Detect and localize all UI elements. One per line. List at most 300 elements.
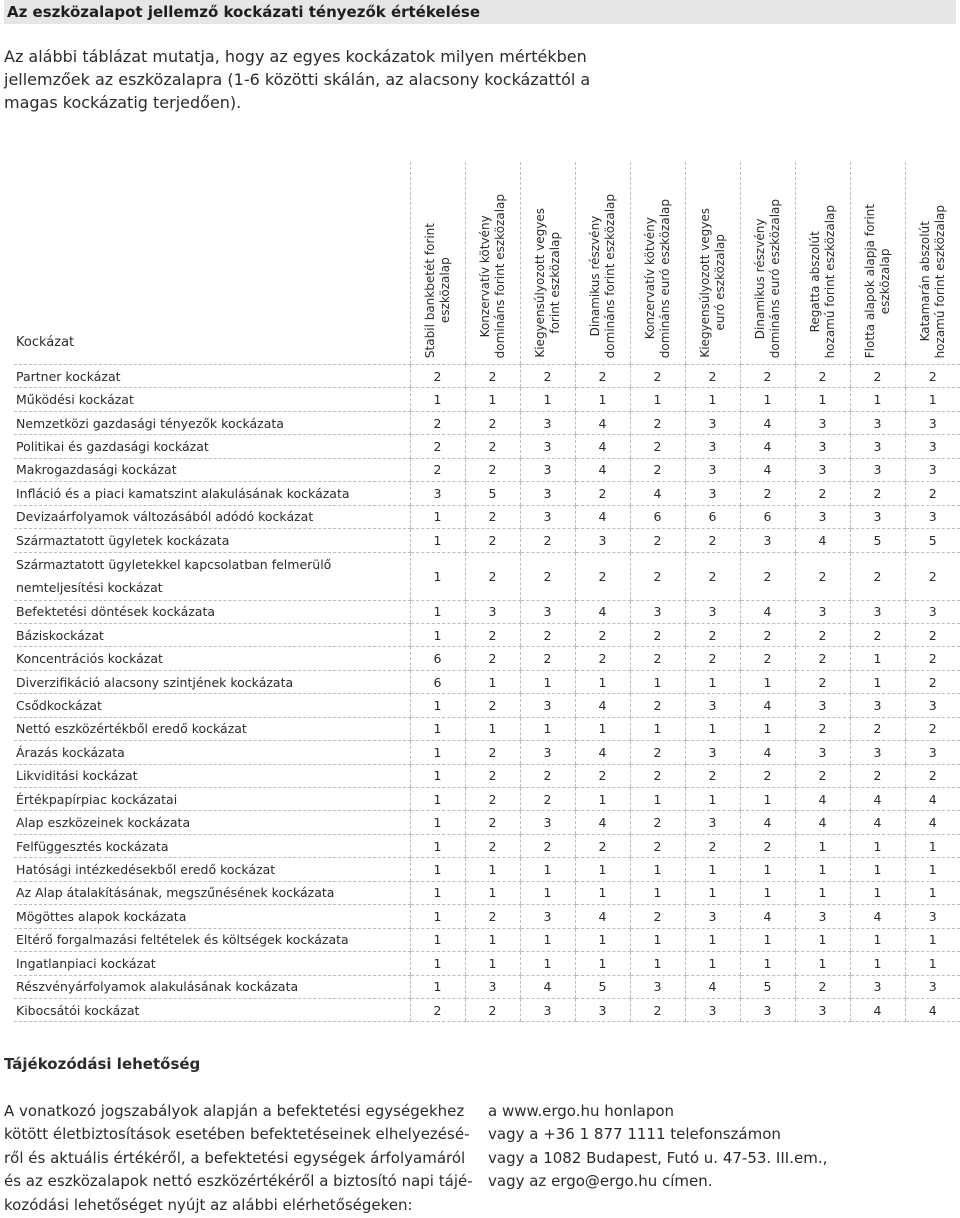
fund-column-header-line: Dinamikus részvény bbox=[587, 215, 602, 337]
risk-score: 1 bbox=[850, 858, 905, 881]
fund-column-header-line: Konzervatív kötvény bbox=[642, 217, 657, 340]
risk-score: 1 bbox=[630, 388, 685, 411]
risk-score: 1 bbox=[630, 928, 685, 951]
risk-name bbox=[14, 411, 410, 434]
risk-name-line: nemteljesítési kockázat bbox=[16, 580, 163, 595]
risk-score: 1 bbox=[740, 788, 795, 811]
risk-score: 3 bbox=[465, 975, 520, 998]
risk-score: 1 bbox=[410, 905, 465, 928]
risk-score: 2 bbox=[905, 623, 960, 646]
risk-score: 1 bbox=[410, 952, 465, 975]
fund-column-header-line: hozamú forint eszközalap bbox=[932, 204, 947, 358]
fund-column-header-text bbox=[918, 205, 948, 358]
risk-score: 5 bbox=[575, 975, 630, 998]
risk-score: 1 bbox=[630, 881, 685, 904]
risk-score: 3 bbox=[520, 600, 575, 623]
risk-score: 1 bbox=[410, 600, 465, 623]
table-row bbox=[14, 458, 960, 481]
risk-score: 4 bbox=[575, 811, 630, 834]
table-row bbox=[14, 717, 960, 740]
risk-score: 2 bbox=[465, 623, 520, 646]
risk-score: 2 bbox=[630, 365, 685, 388]
risk-score: 2 bbox=[685, 764, 740, 787]
risk-name-line: Kibocsátói kockázat bbox=[16, 1002, 140, 1018]
risk-score: 2 bbox=[520, 647, 575, 670]
risk-score: 2 bbox=[465, 552, 520, 600]
risk-score: 1 bbox=[410, 741, 465, 764]
fund-column-header-line: domináns forint eszközalap bbox=[492, 193, 507, 358]
risk-score: 3 bbox=[520, 811, 575, 834]
risk-score: 2 bbox=[630, 529, 685, 552]
risk-score: 4 bbox=[850, 811, 905, 834]
risk-score: 2 bbox=[465, 647, 520, 670]
risk-score: 2 bbox=[465, 741, 520, 764]
risk-score: 2 bbox=[520, 529, 575, 552]
risk-score: 1 bbox=[465, 717, 520, 740]
fund-column-header-line: Flotta alapok alapja forint bbox=[862, 203, 877, 358]
risk-name-line: Árazás kockázata bbox=[16, 744, 125, 760]
risk-score: 2 bbox=[630, 458, 685, 481]
risk-score: 6 bbox=[410, 647, 465, 670]
info-line: A vonatkozó jogszabályok alapján a befektetési egységekhez bbox=[4, 1102, 465, 1120]
fund-column-header-line: Kiegyensúlyozott vegyes bbox=[697, 208, 712, 358]
risk-score: 2 bbox=[685, 365, 740, 388]
risk-score: 2 bbox=[465, 694, 520, 717]
risk-score: 1 bbox=[685, 858, 740, 881]
fund-column-header bbox=[630, 162, 685, 365]
risk-score: 2 bbox=[850, 552, 905, 600]
risk-score: 4 bbox=[740, 741, 795, 764]
risk-score: 4 bbox=[575, 458, 630, 481]
risk-score: 2 bbox=[465, 411, 520, 434]
risk-score: 4 bbox=[740, 435, 795, 458]
risk-score: 3 bbox=[520, 905, 575, 928]
risk-score: 2 bbox=[795, 365, 850, 388]
risk-score: 2 bbox=[850, 623, 905, 646]
risk-score: 2 bbox=[465, 505, 520, 528]
table-row bbox=[14, 529, 960, 552]
fund-column-header bbox=[850, 162, 905, 365]
risk-score: 3 bbox=[905, 600, 960, 623]
risk-score: 1 bbox=[905, 928, 960, 951]
risk-name-line: Hatósági intézkedésekből eredő kockázat bbox=[16, 862, 276, 878]
risk-score: 2 bbox=[465, 998, 520, 1021]
risk-score: 1 bbox=[520, 388, 575, 411]
risk-score: 2 bbox=[630, 811, 685, 834]
risk-name bbox=[14, 458, 410, 481]
risk-score: 4 bbox=[575, 505, 630, 528]
risk-score: 1 bbox=[575, 858, 630, 881]
risk-score: 2 bbox=[465, 811, 520, 834]
table-body bbox=[14, 365, 960, 1022]
risk-score: 1 bbox=[410, 694, 465, 717]
risk-score: 1 bbox=[850, 928, 905, 951]
table-row bbox=[14, 975, 960, 998]
risk-score: 6 bbox=[630, 505, 685, 528]
info-line: vagy a +36 1 877 1111 telefonszámon bbox=[488, 1125, 781, 1144]
risk-score: 4 bbox=[905, 998, 960, 1021]
risk-score: 3 bbox=[905, 458, 960, 481]
risk-score: 1 bbox=[520, 928, 575, 951]
risk-score: 2 bbox=[905, 717, 960, 740]
risk-score: 2 bbox=[410, 365, 465, 388]
fund-column-header-line: hozamú forint eszközalap bbox=[822, 204, 837, 358]
risk-score: 2 bbox=[575, 647, 630, 670]
risk-name bbox=[14, 670, 410, 693]
risk-name-line: Eltérő forgalmazási feltételek és költségek kockázata bbox=[16, 932, 349, 948]
risk-score: 3 bbox=[685, 482, 740, 505]
risk-name bbox=[14, 788, 410, 811]
risk-name bbox=[14, 952, 410, 975]
info-line: ről és aktuális értékéről, a befektetési egységek árfolyamáról bbox=[4, 1148, 466, 1167]
info-line: vagy a 1082 Budapest, Futó u. 47-53. III.em., bbox=[488, 1148, 828, 1167]
risk-name-line: Származtatott ügyletekkel kapcsolatban felmerülő bbox=[16, 557, 332, 572]
risk-score: 1 bbox=[905, 858, 960, 881]
fund-column-header-line: Stabil bankbetét forint bbox=[422, 222, 437, 358]
risk-score: 1 bbox=[575, 717, 630, 740]
risk-name bbox=[14, 834, 410, 857]
risk-score: 2 bbox=[520, 788, 575, 811]
fund-column-header-line: domináns forint eszközalap bbox=[602, 193, 617, 358]
risk-score: 3 bbox=[685, 905, 740, 928]
risk-score: 2 bbox=[850, 717, 905, 740]
risk-score: 2 bbox=[520, 834, 575, 857]
table-row bbox=[14, 952, 960, 975]
risk-score: 3 bbox=[685, 998, 740, 1021]
risk-score: 1 bbox=[685, 881, 740, 904]
risk-score: 1 bbox=[685, 670, 740, 693]
info-section-title: Tájékozódási lehetőség bbox=[4, 1055, 201, 1073]
risk-score: 3 bbox=[630, 975, 685, 998]
risk-score: 1 bbox=[740, 858, 795, 881]
risk-score: 5 bbox=[905, 529, 960, 552]
risk-score: 3 bbox=[740, 998, 795, 1021]
risk-score: 1 bbox=[410, 764, 465, 787]
risk-score: 1 bbox=[575, 881, 630, 904]
risk-score: 2 bbox=[630, 694, 685, 717]
risk-score: 2 bbox=[575, 482, 630, 505]
table-row bbox=[14, 741, 960, 764]
fund-column-header-text bbox=[478, 194, 508, 358]
info-left-paragraph bbox=[4, 1100, 474, 1217]
table-row bbox=[14, 998, 960, 1021]
risk-score: 3 bbox=[685, 694, 740, 717]
fund-column-header bbox=[410, 162, 465, 365]
risk-score: 2 bbox=[465, 834, 520, 857]
risk-score: 4 bbox=[575, 905, 630, 928]
risk-score: 2 bbox=[850, 482, 905, 505]
risk-score: 1 bbox=[740, 670, 795, 693]
risk-score: 3 bbox=[850, 411, 905, 434]
risk-name bbox=[14, 858, 410, 881]
risk-score: 3 bbox=[685, 600, 740, 623]
risk-score: 4 bbox=[575, 411, 630, 434]
risk-name bbox=[14, 881, 410, 904]
risk-score: 2 bbox=[905, 764, 960, 787]
risk-score: 1 bbox=[520, 717, 575, 740]
risk-score: 4 bbox=[740, 600, 795, 623]
risk-score: 3 bbox=[685, 435, 740, 458]
table-row bbox=[14, 788, 960, 811]
table-row bbox=[14, 505, 960, 528]
risk-name bbox=[14, 741, 410, 764]
risk-score: 1 bbox=[465, 388, 520, 411]
table-row bbox=[14, 388, 960, 411]
risk-score: 2 bbox=[905, 552, 960, 600]
table-row bbox=[14, 552, 960, 600]
risk-score: 2 bbox=[630, 834, 685, 857]
risk-score: 3 bbox=[850, 505, 905, 528]
fund-column-header bbox=[685, 162, 740, 365]
risk-score: 1 bbox=[630, 670, 685, 693]
risk-score: 3 bbox=[520, 741, 575, 764]
risk-score: 2 bbox=[575, 365, 630, 388]
risk-score: 2 bbox=[520, 764, 575, 787]
risk-name bbox=[14, 928, 410, 951]
risk-score: 4 bbox=[795, 788, 850, 811]
risk-score: 3 bbox=[575, 998, 630, 1021]
risk-score: 4 bbox=[630, 482, 685, 505]
risk-score: 1 bbox=[685, 952, 740, 975]
risk-score: 1 bbox=[795, 881, 850, 904]
risk-score: 2 bbox=[740, 623, 795, 646]
fund-column-header bbox=[520, 162, 575, 365]
risk-score: 1 bbox=[520, 858, 575, 881]
risk-score: 1 bbox=[410, 552, 465, 600]
risk-score: 1 bbox=[850, 834, 905, 857]
risk-score: 3 bbox=[795, 741, 850, 764]
risk-score: 3 bbox=[685, 458, 740, 481]
fund-column-header-line: Konzervatív kötvény bbox=[477, 214, 492, 337]
risk-score: 3 bbox=[905, 411, 960, 434]
risk-score: 1 bbox=[410, 811, 465, 834]
risk-score: 2 bbox=[795, 647, 850, 670]
risk-score: 3 bbox=[905, 505, 960, 528]
table-row bbox=[14, 411, 960, 434]
risk-name bbox=[14, 505, 410, 528]
risk-score: 2 bbox=[465, 458, 520, 481]
risk-name bbox=[14, 975, 410, 998]
risk-score: 3 bbox=[795, 411, 850, 434]
risk-score: 2 bbox=[630, 764, 685, 787]
risk-score: 3 bbox=[795, 505, 850, 528]
fund-column-header-text bbox=[863, 204, 893, 358]
risk-score: 2 bbox=[905, 365, 960, 388]
risk-score: 2 bbox=[410, 435, 465, 458]
risk-score: 2 bbox=[465, 905, 520, 928]
risk-score: 2 bbox=[465, 365, 520, 388]
risk-score: 2 bbox=[630, 435, 685, 458]
risk-score: 2 bbox=[575, 552, 630, 600]
risk-name bbox=[14, 694, 410, 717]
risk-score: 3 bbox=[795, 600, 850, 623]
fund-column-header-line: eszközalap bbox=[877, 248, 892, 314]
risk-score: 2 bbox=[795, 717, 850, 740]
risk-score: 2 bbox=[795, 975, 850, 998]
risk-score: 4 bbox=[740, 905, 795, 928]
risk-score: 2 bbox=[465, 435, 520, 458]
risk-score: 1 bbox=[465, 928, 520, 951]
risk-score: 1 bbox=[465, 881, 520, 904]
risk-score: 1 bbox=[520, 881, 575, 904]
risk-score: 1 bbox=[795, 858, 850, 881]
risk-score: 1 bbox=[410, 881, 465, 904]
risk-score: 5 bbox=[465, 482, 520, 505]
risk-column-header: Kockázat bbox=[14, 162, 410, 365]
risk-score: 6 bbox=[685, 505, 740, 528]
table-row bbox=[14, 905, 960, 928]
risk-name-line: Befektetési döntések kockázata bbox=[16, 604, 216, 620]
risk-score: 5 bbox=[850, 529, 905, 552]
risk-score: 2 bbox=[630, 998, 685, 1021]
risk-table bbox=[14, 162, 960, 1022]
risk-name-line: Felfüggesztés kockázata bbox=[16, 838, 169, 854]
risk-score: 2 bbox=[520, 365, 575, 388]
risk-score: 2 bbox=[850, 764, 905, 787]
risk-score: 1 bbox=[850, 388, 905, 411]
risk-score: 1 bbox=[740, 717, 795, 740]
risk-score: 2 bbox=[410, 998, 465, 1021]
risk-score: 6 bbox=[410, 670, 465, 693]
risk-score: 1 bbox=[740, 928, 795, 951]
risk-score: 2 bbox=[630, 411, 685, 434]
risk-score: 2 bbox=[740, 647, 795, 670]
info-line: vagy az ergo@ergo.hu címen. bbox=[488, 1172, 713, 1191]
risk-score: 2 bbox=[685, 647, 740, 670]
risk-score: 2 bbox=[795, 623, 850, 646]
fund-column-header bbox=[795, 162, 850, 365]
table-row bbox=[14, 834, 960, 857]
risk-name bbox=[14, 764, 410, 787]
fund-column-header bbox=[905, 162, 960, 365]
risk-score: 2 bbox=[740, 552, 795, 600]
risk-score: 2 bbox=[685, 623, 740, 646]
risk-score: 1 bbox=[465, 858, 520, 881]
risk-name-line: Devizaárfolyamok változásából adódó kockázat bbox=[16, 509, 314, 525]
info-line: kötött életbiztosítások esetében befektetéseinek elhelyezésé- bbox=[4, 1125, 470, 1144]
fund-column-header-text bbox=[643, 199, 673, 358]
risk-score: 2 bbox=[410, 411, 465, 434]
risk-score: 5 bbox=[740, 975, 795, 998]
risk-name bbox=[14, 905, 410, 928]
fund-column-header bbox=[575, 162, 630, 365]
risk-score: 4 bbox=[575, 694, 630, 717]
risk-score: 3 bbox=[630, 600, 685, 623]
risk-name-line: Az Alap átalakításának, megszűnésének kockázata bbox=[16, 885, 335, 901]
fund-column-header-line: domináns euró eszközalap bbox=[767, 198, 782, 358]
risk-score: 1 bbox=[905, 388, 960, 411]
risk-score: 2 bbox=[685, 529, 740, 552]
risk-score: 1 bbox=[795, 928, 850, 951]
risk-score: 3 bbox=[520, 694, 575, 717]
risk-score: 1 bbox=[795, 952, 850, 975]
risk-score: 1 bbox=[630, 788, 685, 811]
table-row bbox=[14, 623, 960, 646]
risk-score: 1 bbox=[410, 388, 465, 411]
risk-score: 2 bbox=[520, 623, 575, 646]
risk-score: 2 bbox=[465, 788, 520, 811]
risk-score: 1 bbox=[685, 788, 740, 811]
risk-name-line: Koncentrációs kockázat bbox=[16, 651, 163, 667]
fund-column-header-line: Dinamikus részvény bbox=[752, 218, 767, 339]
risk-score: 3 bbox=[905, 694, 960, 717]
risk-score: 1 bbox=[410, 788, 465, 811]
risk-score: 3 bbox=[575, 529, 630, 552]
risk-score: 4 bbox=[520, 975, 575, 998]
risk-score: 4 bbox=[575, 600, 630, 623]
risk-score: 4 bbox=[740, 411, 795, 434]
fund-column-header-line: Regatta abszolút bbox=[807, 230, 822, 332]
risk-score: 3 bbox=[740, 529, 795, 552]
risk-name-line: Működési kockázat bbox=[16, 392, 134, 408]
risk-score: 4 bbox=[740, 811, 795, 834]
table-row bbox=[14, 694, 960, 717]
risk-score: 1 bbox=[520, 952, 575, 975]
risk-score: 4 bbox=[905, 811, 960, 834]
risk-score: 1 bbox=[630, 858, 685, 881]
risk-score: 1 bbox=[465, 952, 520, 975]
risk-score: 2 bbox=[795, 764, 850, 787]
fund-column-header-line: Kiegyensúlyozott vegyes bbox=[532, 208, 547, 358]
risk-score: 3 bbox=[520, 411, 575, 434]
risk-score: 2 bbox=[575, 764, 630, 787]
risk-score: 3 bbox=[410, 482, 465, 505]
risk-name bbox=[14, 811, 410, 834]
risk-score: 2 bbox=[575, 623, 630, 646]
risk-score: 2 bbox=[465, 764, 520, 787]
risk-score: 2 bbox=[685, 552, 740, 600]
table-header-row bbox=[14, 162, 960, 365]
fund-column-header-line: euró eszközalap bbox=[712, 234, 727, 332]
risk-score: 1 bbox=[465, 670, 520, 693]
risk-score: 4 bbox=[575, 741, 630, 764]
risk-name-line: Mögöttes alapok kockázata bbox=[16, 908, 187, 924]
risk-name-line: Értékpapírpiac kockázatai bbox=[16, 791, 178, 807]
fund-column-header bbox=[740, 162, 795, 365]
fund-column-header-line: eszközalap bbox=[437, 257, 452, 324]
risk-score: 2 bbox=[630, 647, 685, 670]
risk-score: 1 bbox=[410, 717, 465, 740]
risk-name bbox=[14, 998, 410, 1021]
page-title: Az eszközalapot jellemző kockázati tényezők értékelése bbox=[4, 0, 956, 24]
info-line: a www.ergo.hu honlapon bbox=[488, 1102, 675, 1120]
fund-column-header-text bbox=[533, 208, 563, 358]
risk-score: 1 bbox=[795, 388, 850, 411]
table-row bbox=[14, 435, 960, 458]
info-line: kozódási lehetőséget nyújt az alábbi elérhetőségeken: bbox=[4, 1195, 413, 1214]
risk-score: 1 bbox=[410, 975, 465, 998]
risk-name bbox=[14, 529, 410, 552]
risk-score: 1 bbox=[685, 717, 740, 740]
table-row bbox=[14, 670, 960, 693]
risk-score: 2 bbox=[740, 764, 795, 787]
risk-name bbox=[14, 435, 410, 458]
risk-score: 2 bbox=[520, 552, 575, 600]
risk-score: 2 bbox=[905, 670, 960, 693]
risk-score: 1 bbox=[685, 928, 740, 951]
risk-name-line: Alap eszközeinek kockázata bbox=[16, 815, 191, 831]
fund-column-header-line: forint eszközalap bbox=[547, 232, 562, 335]
risk-score: 1 bbox=[905, 881, 960, 904]
risk-score: 2 bbox=[630, 623, 685, 646]
risk-name bbox=[14, 388, 410, 411]
risk-score: 3 bbox=[905, 905, 960, 928]
risk-name-line: Diverzifikáció alacsony szintjének kockázata bbox=[16, 674, 294, 690]
risk-score: 2 bbox=[630, 741, 685, 764]
risk-score: 6 bbox=[740, 505, 795, 528]
risk-score: 3 bbox=[520, 435, 575, 458]
risk-score: 2 bbox=[575, 834, 630, 857]
